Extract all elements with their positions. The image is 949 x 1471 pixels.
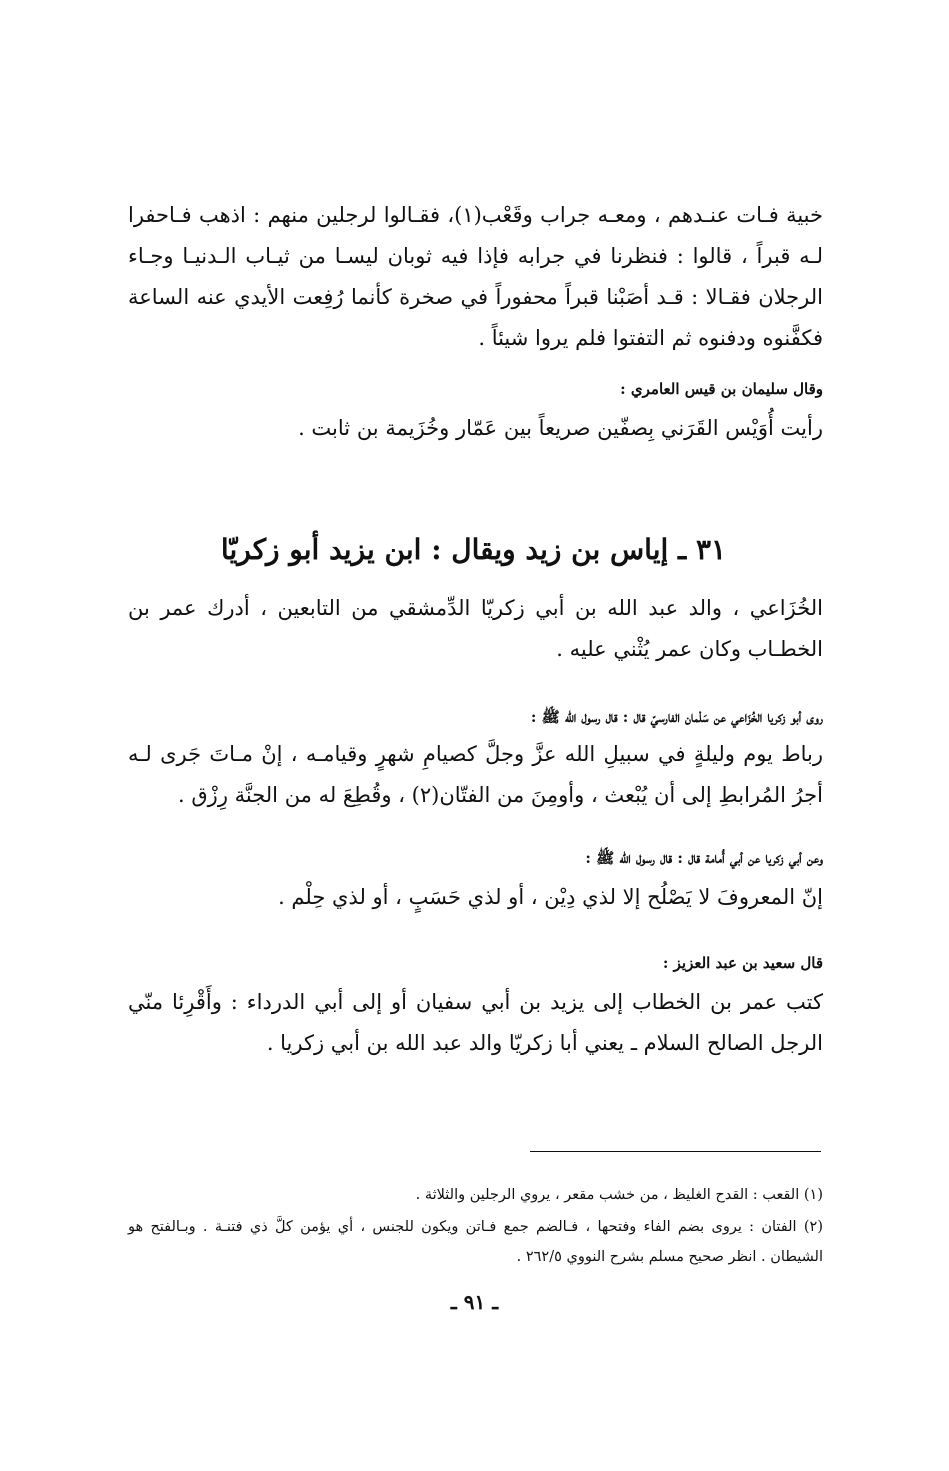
quote2-text: كتب عمر بن الخطاب إلى يزيد بن أبي سفيان أو إلى أبي الدرداء : وأَقْرِئا منّي الرجل الصالح السلام ـ يعني أبا زكريّا والد عبد الله بن أبي زكريا . xyxy=(128,990,823,1055)
hadith2-label: وعن أبي زكريا عن أبي أُمامة قال : قال رسول الله ﷺ : xyxy=(585,849,823,867)
section-heading: ٣١ ـ إياس بن زيد ويقال : ابن يزيد أبو زكريّا xyxy=(220,533,727,566)
hadith1-label: روى أبو زكريا الخُزَاعي عن سَلْمان الفارسيّ قال : قال رسول الله ﷺ : xyxy=(530,708,823,726)
intro-paragraph: خبية فـات عنـدهم ، ومعـه جراب وقَعْب(١)، فقـالوا لرجلين منهم : اذهب فـاحفرا لـه قبراً ، قالوا : فنظرنا في جرابه فإذا فيه ثوبان ليسـا من ثيـاب الـدنيـا وجـاء الرجلان فقـالا : قـد أصَبْنا قبراً محفوراً في صخرة كأنما رُفِعت الأيدي عنه الساعة فكفَّنوه ودفنوه ثم التفتوا فلم يروا شيئاً . xyxy=(128,203,823,350)
footnote-2: (٢) الفتان : يروى بضم الفاء وفتحها ، فـالضم جمع فـاتن ويكون للجنس ، أي يؤمن كلَّ ذي فتنـة . وبـالفتح هو الشيطان . انظر صحيح مسلم بشرح النووي ٢٦٢/٥ . xyxy=(128,1219,823,1265)
footnote-divider xyxy=(530,1151,821,1152)
quote1-label: وقال سليمان بن قيس العامري : xyxy=(620,380,823,398)
quote2-label: قال سعيد بن عبد العزيز : xyxy=(662,954,823,972)
page-number: ـ ٩١ ـ xyxy=(450,1290,499,1314)
footnote-1: (١) القعب : القدح الغليظ ، من خشب مقعر ، يروي الرجلين والثلاثة . xyxy=(415,1187,823,1203)
hadith1-text: رباط يوم وليلةٍ في سبيلِ الله عزَّ وجلَّ كصيامِ شهرٍ وقيامـه ، إنْ مـاتَ جَرى لـه أجرُ المُرابطِ إلى أن يُبْعث ، وأومِنَ من الفتّان(٢) ، وقُطِعَ له من الجنَّة رِزْق . xyxy=(128,742,823,807)
section-paragraph: الخُزَاعي ، والد عبد الله بن أبي زكريّا الدِّمشقي من التابعين ، أدرك عمر بن الخطـاب وكان عمر يُثْني عليه . xyxy=(128,596,823,661)
hadith2-text: إنّ المعروفَ لا يَصْلُح إلا لذي دِيْن ، أو لذي حَسَبٍ ، أو لذي حِلْم . xyxy=(278,885,823,909)
quote1-text: رأيت أُوَيْس القَرَني بِصفّين صريعاً بين عَمّار وخُزَيمة بن ثابت . xyxy=(298,416,823,440)
